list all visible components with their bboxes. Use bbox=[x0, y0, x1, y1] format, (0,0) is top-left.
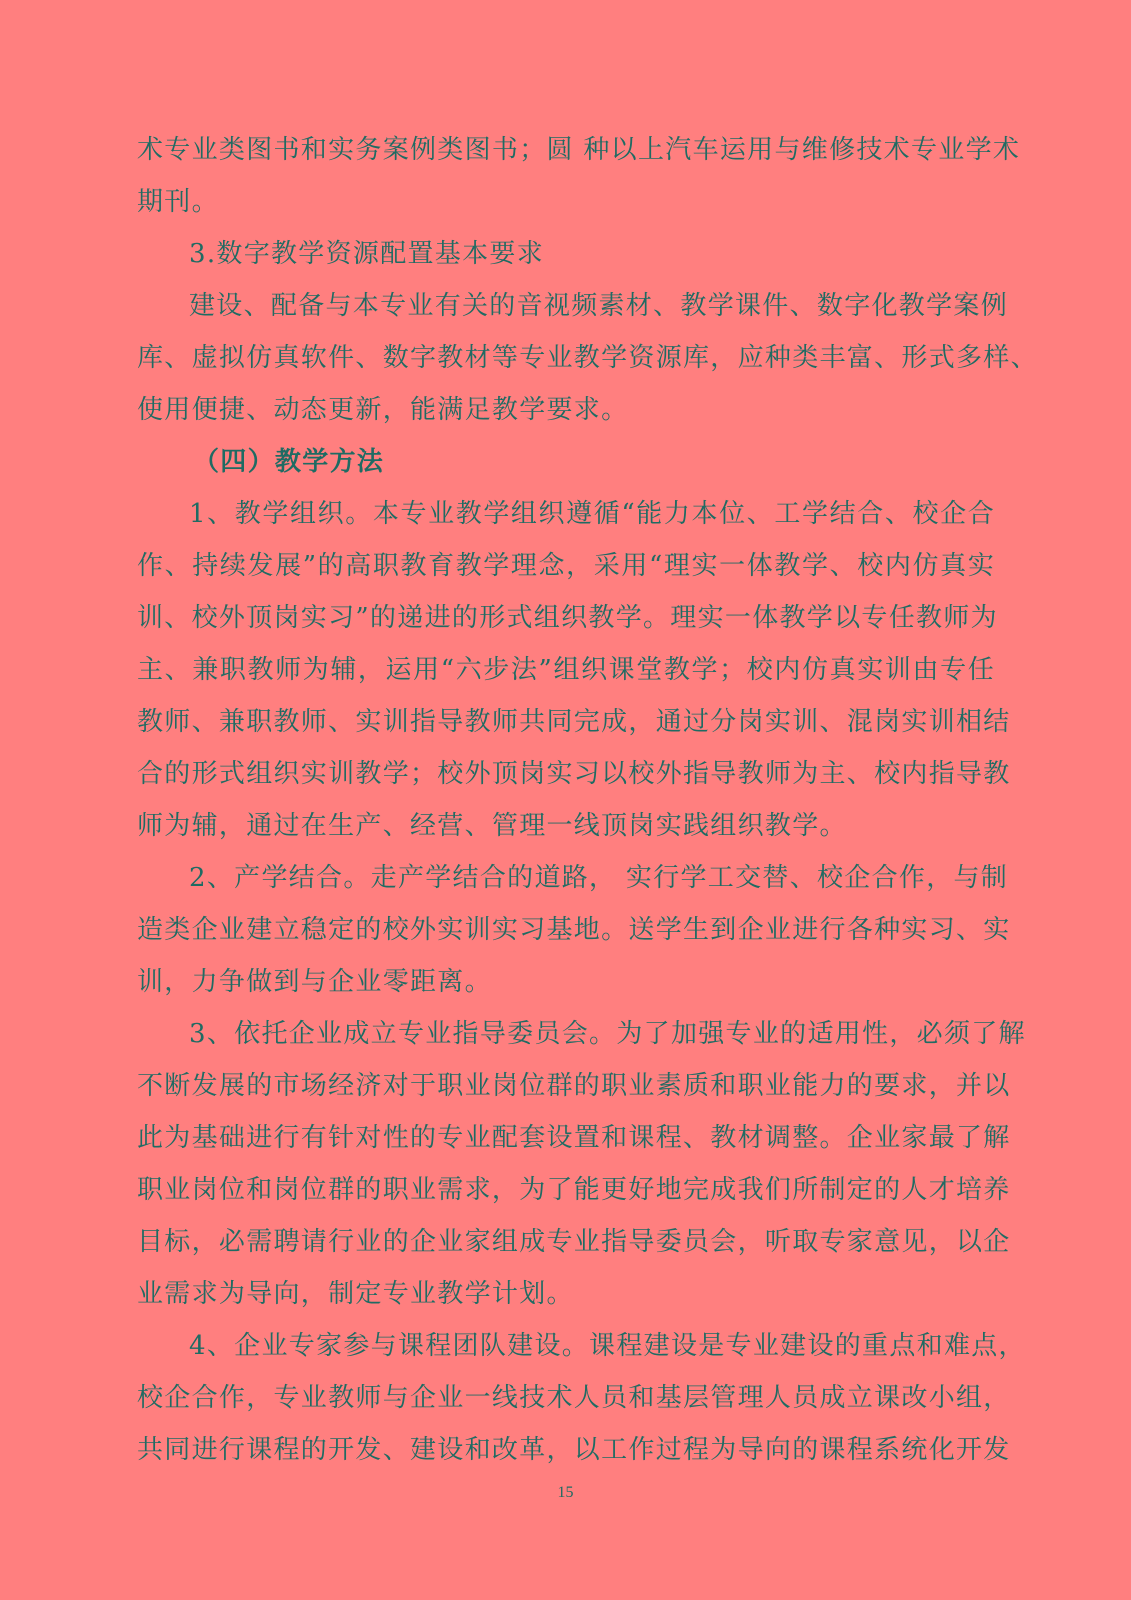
text-line: 使用便捷、动态更新，能满足教学要求。 bbox=[137, 395, 629, 425]
text-line: 训、校外顶岗实习”的递进的形式组织教学。理实一体教学以专任教师为 bbox=[137, 603, 998, 633]
text-line: 库、虚拟仿真软件、数字教材等专业教学资源库，应种类丰富、形式多样、 bbox=[137, 343, 1038, 373]
text-line: 2、产学结合。走产学结合的道路， 实行学工交替、校企合作，与制 bbox=[189, 863, 1009, 893]
text-line: 作、持续发展”的高职教育教学理念，采用“理实一体教学、校内仿真实 bbox=[137, 551, 995, 581]
text-line: 业需求为导向，制定专业教学计划。 bbox=[137, 1279, 574, 1309]
text-line: 合的形式组织实训教学；校外顶岗实习以校外指导教师为主、校内指导教 bbox=[137, 759, 1011, 789]
text-line: 目标，必需聘请行业的企业家组成专业指导委员会，听取专家意见，以企 bbox=[137, 1227, 1011, 1257]
text-line: 教师、兼职教师、实训指导教师共同完成，通过分岗实训、混岗实训相结 bbox=[137, 707, 1011, 737]
text-line: 共同进行课程的开发、建设和改革，以工作过程为导向的课程系统化开发 bbox=[137, 1435, 1011, 1465]
text-line: 此为基础进行有针对性的专业配套设置和课程、教材调整。企业家最了解 bbox=[137, 1123, 1011, 1153]
section-heading: （四）教学方法 bbox=[193, 447, 385, 477]
text-line: 术专业类图书和实务案例类图书；圆 种以上汽车运用与维修技术专业学术 bbox=[137, 135, 1021, 165]
text-line: 期刊。 bbox=[137, 187, 219, 217]
paragraph bbox=[137, 852, 1011, 1008]
text-line: 3.数字教学资源配置基本要求 bbox=[189, 239, 545, 269]
text-line: 主、兼职教师为辅，运用“六步法”组织课堂教学；校内仿真实训由专任 bbox=[137, 655, 995, 685]
paragraph bbox=[137, 228, 995, 280]
text-line: 3、依托企业成立专业指导委员会。为了加强专业的适用性，必须了解 bbox=[189, 1019, 1026, 1049]
text-line: 校企合作，专业教师与企业一线技术人员和基层管理人员成立课改小组， bbox=[137, 1383, 1011, 1413]
paragraph bbox=[137, 436, 995, 488]
text-line: 训，力争做到与企业零距离。 bbox=[137, 967, 492, 997]
document-body bbox=[137, 124, 1038, 1476]
page-number: 15 bbox=[557, 1484, 574, 1501]
text-line: 职业岗位和岗位群的职业需求，为了能更好地完成我们所制定的人才培养 bbox=[137, 1175, 1011, 1205]
text-line: 造类企业建立稳定的校外实训实习基地。送学生到企业进行各种实习、实 bbox=[137, 915, 1011, 945]
text-line: 1、教学组织。本专业教学组织遵循“能力本位、工学结合、校企合 bbox=[189, 499, 995, 529]
paragraph bbox=[137, 280, 1038, 436]
text-line: 建设、配备与本专业有关的音视频素材、教学课件、数字化教学案例 bbox=[189, 291, 1009, 321]
paragraph bbox=[137, 1320, 1026, 1476]
paragraph bbox=[137, 488, 1011, 852]
text-line: 不断发展的市场经济对于职业岗位群的职业素质和职业能力的要求，并以 bbox=[137, 1071, 1011, 1101]
text-line: 师为辅，通过在生产、经营、管理一线顶岗实践组织教学。 bbox=[137, 811, 847, 841]
text-line: 4、企业专家参与课程团队建设。课程建设是专业建设的重点和难点， bbox=[189, 1331, 1026, 1361]
paragraph bbox=[137, 124, 1021, 228]
paragraph bbox=[137, 1008, 1026, 1320]
